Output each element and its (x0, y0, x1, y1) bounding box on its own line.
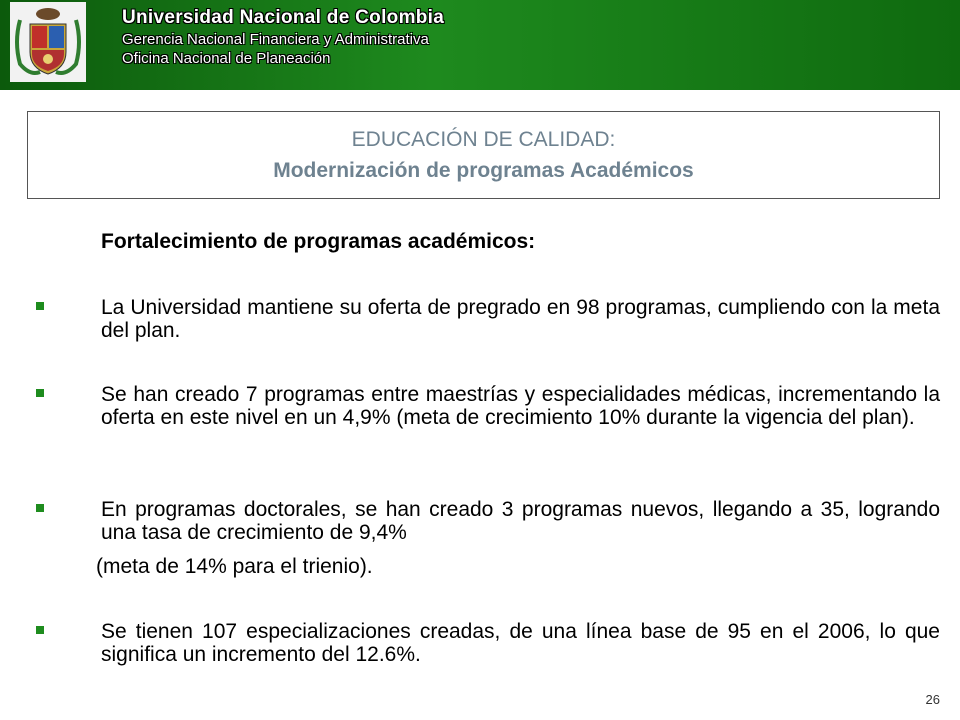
bullet-text: La Universidad mantiene su oferta de pregrado en 98 programas, cumpliendo con la meta del plan. (101, 296, 940, 342)
bullet-item (36, 498, 940, 544)
page-number: 26 (925, 692, 940, 707)
header-banner (0, 0, 960, 90)
square-bullet-icon (36, 626, 44, 634)
section-heading: Fortalecimiento de programas académicos: (101, 230, 536, 253)
office-name: Oficina Nacional de Planeación (122, 50, 331, 67)
slide-title-category: EDUCACIÓN DE CALIDAD: (351, 128, 616, 151)
bullet-text: Se tienen 107 especializaciones creadas, de una línea base de 95 en el 2006, lo que significa un incremento del 12.6%. (101, 620, 940, 666)
bullet-continuation: (meta de 14% para el trienio). (96, 555, 373, 578)
university-coat-of-arms-icon (10, 2, 86, 82)
department-name: Gerencia Nacional Financiera y Administrativa (122, 31, 429, 48)
square-bullet-icon (36, 504, 44, 512)
square-bullet-icon (36, 302, 44, 310)
bullet-text: En programas doctorales, se han creado 3 programas nuevos, llegando a 35, logrando una tasa de crecimiento de 9,4% (101, 498, 940, 544)
bullet-text: Se han creado 7 programas entre maestrías y especialidades médicas, incrementando la oferta en este nivel en un 4,9% (meta de crecimiento 10% durante la vigencia del plan). (101, 383, 940, 429)
slide-title: Modernización de programas Académicos (273, 159, 694, 182)
organization-block (122, 8, 444, 70)
bullet-item (36, 620, 940, 666)
bullet-item (36, 296, 940, 342)
university-name: Universidad Nacional de Colombia (122, 7, 445, 28)
square-bullet-icon (36, 389, 44, 397)
bullet-item (36, 383, 940, 429)
slide-title-box (27, 111, 940, 199)
